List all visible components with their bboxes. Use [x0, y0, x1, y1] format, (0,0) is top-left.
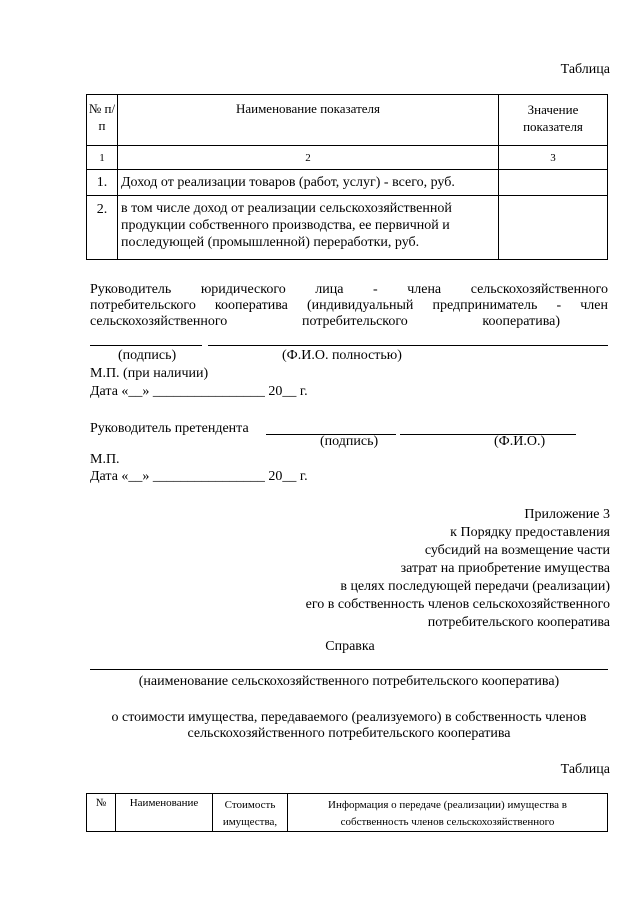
stamp-place: М.П. [90, 452, 120, 467]
signer-line-1: Руководитель юридического лица - члена сельскохозяйственного [90, 282, 608, 297]
cooperative-name-line [90, 669, 608, 670]
applicant-head-label: Руководитель претендента [90, 421, 249, 436]
table1-caption: Таблица [560, 62, 610, 77]
table1-header-num: № п/п [87, 95, 118, 146]
table-row [87, 170, 608, 196]
signature-caption: (подпись) [118, 348, 177, 363]
table2-header-name: Наименование [116, 794, 213, 832]
row-num: 2. [87, 196, 118, 260]
appendix-line: Приложение 3 [524, 507, 610, 522]
date-line: Дата «__» ________________ 20__ г. [90, 384, 308, 399]
table2-header-num: № [87, 794, 116, 832]
table2-header-transfer-info: Информация о передаче (реализации) имущества в собственность членов сельскохозяйственного [288, 794, 608, 832]
table2-header-cost: Стоимость имущества, [213, 794, 288, 832]
stamp-place: М.П. (при наличии) [90, 366, 209, 381]
table1-col-number: 2 [118, 146, 499, 170]
table-row [87, 196, 608, 260]
row-value [499, 170, 608, 196]
row-name: в том числе доход от реализации сельскохозяйственной продукции собственного производства, ее первичной и последующей (промышленной) переработки, руб. [118, 196, 499, 260]
appendix-line: его в собственность членов сельскохозяйственного [305, 597, 610, 612]
table1-col-number: 3 [499, 146, 608, 170]
appendix-line: субсидий на возмещение части [424, 543, 610, 558]
fio-line [208, 345, 608, 346]
row-value [499, 196, 608, 260]
signer-line-2: потребительского кооператива (индивидуальный предприниматель - член [90, 298, 608, 313]
row-name: Доход от реализации товаров (работ, услуг) - всего, руб. [118, 170, 499, 196]
certificate-subject-line-1: о стоимости имущества, передаваемого (реализуемого) в собственность членов [111, 710, 587, 725]
table1-header-value: Значение показателя [499, 95, 608, 146]
table2-caption: Таблица [560, 762, 610, 777]
appendix-line: в целях последующей передачи (реализации) [340, 579, 610, 594]
appendix-line: потребительского кооператива [427, 615, 610, 630]
row-num: 1. [87, 170, 118, 196]
appendix-line: затрат на приобретение имущества [400, 561, 610, 576]
date-line: Дата «__» ________________ 20__ г. [90, 469, 308, 484]
signer-line-3: сельскохозяйственного потребительского кооператива) [90, 314, 560, 329]
property-table [86, 793, 608, 832]
signature-line [90, 345, 202, 346]
table1-header-name: Наименование показателя [118, 95, 499, 146]
signature-caption: (подпись) [320, 434, 379, 449]
fio-caption: (Ф.И.О.) [494, 434, 546, 449]
certificate-title: Справка [325, 639, 375, 654]
cooperative-name-caption: (наименование сельскохозяйственного потребительского кооператива) [138, 674, 560, 689]
certificate-subject-line-2: сельскохозяйственного потребительского кооператива [187, 726, 511, 741]
appendix-header [210, 506, 610, 632]
table1-col-number: 1 [87, 146, 118, 170]
fio-caption: (Ф.И.О. полностью) [282, 348, 402, 363]
fio-line [400, 434, 576, 435]
appendix-line: к Порядку предоставления [450, 525, 610, 540]
indicators-table [86, 94, 608, 260]
